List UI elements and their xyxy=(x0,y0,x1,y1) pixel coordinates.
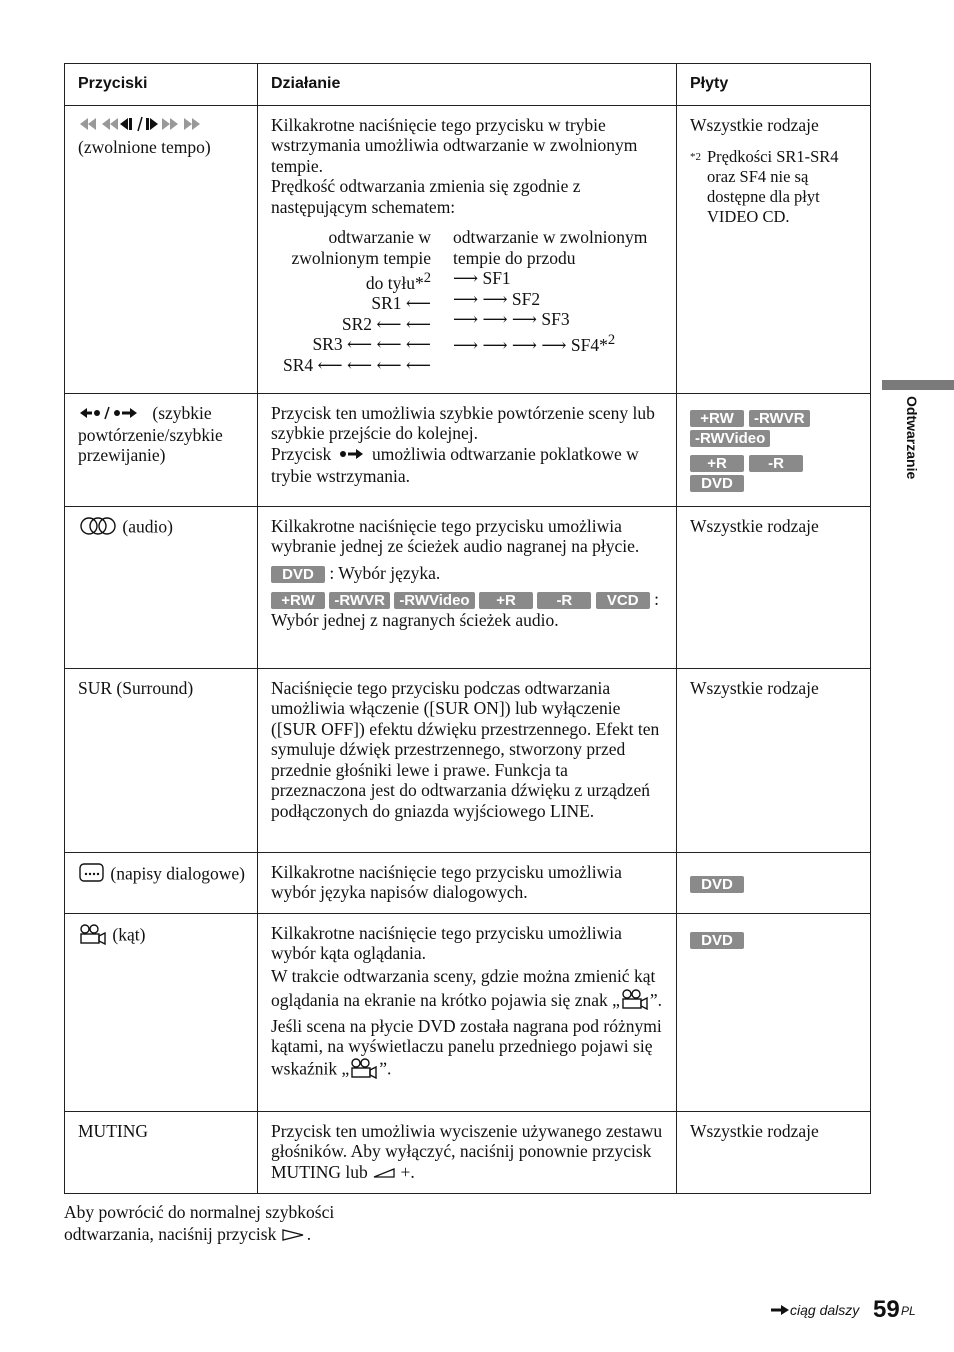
section-tab-label: Odtwarzanie xyxy=(904,396,920,480)
replay-advance-icon xyxy=(78,404,148,425)
button-cell xyxy=(65,1111,258,1193)
slow-motion-icon xyxy=(78,116,206,137)
back-2: SR2 ⟵ ⟵ xyxy=(341,313,431,334)
table-row xyxy=(65,852,871,913)
header-discs: Płyty xyxy=(677,64,871,106)
back-label: odtwarzanie w zwolnionym tempie do tyłu* xyxy=(291,227,431,293)
slow-desc-2: Prędkość odtwarzania zmienia się zgodnie z następującym schematem: xyxy=(271,176,581,217)
discs-all: Wszystkie rodzaje xyxy=(690,677,819,698)
audio-badges-text: Wybór jednej z nagranych ścieżek audio. xyxy=(271,609,559,630)
slow-motion-label: (zwolnione tempo) xyxy=(78,136,211,157)
table-row xyxy=(65,506,871,668)
angle-desc-1: Kilkakrotne naciśnięcie tego przycisku umożliwia wybór kąta oglądania. xyxy=(271,922,622,963)
action-cell xyxy=(258,668,677,852)
action-cell xyxy=(258,852,677,913)
badge-plus-r: +R xyxy=(690,455,744,472)
action-cell: Kilkakrotne naciśnięcie tego przycisku umożliwia wybór kąta oglądania. W trakcie odtwarzania sceny, gdzie można zmienić kąt oglądania na ekranie na krótko pojawia się znak „ ”. Jeśli scena na płycie DVD została nagrana pod różnymi kątami, na wyświetlaczu panelu przedniego pojawi się wskaźnik „ ”. xyxy=(258,913,677,1111)
fwd-2: ⟶ ⟶ SF2 xyxy=(453,288,541,309)
replay-desc-2b: umożliwia odtwarzanie poklatkowe w trybie wstrzymania. xyxy=(271,443,639,486)
action-cell xyxy=(258,105,677,393)
fwd-4: ⟶ ⟶ ⟶ ⟶ SF4* xyxy=(453,334,608,355)
discs-cell xyxy=(677,1111,871,1193)
badge-minus-rw-vr: -RWVR xyxy=(329,592,390,609)
fwd-3: ⟶ ⟶ ⟶ SF3 xyxy=(453,309,570,329)
badge-plus-r: +R xyxy=(479,592,533,609)
discs-cell xyxy=(677,913,871,1111)
footnote-text: Prędkości SR1-SR4 oraz SF4 nie są dostępne dla płyt VIDEO CD. xyxy=(707,147,839,226)
badge-dvd: DVD xyxy=(690,932,744,949)
speed-scheme: odtwarzanie w zwolnionym tempie do tyłu*$^2$ SR1 ⟵ SR2 ⟵ ⟵ SR3 ⟵ ⟵ ⟵ SR4 ⟵ ⟵ ⟵ ⟵ odtwarzanie w zwolnionym tempie do przodu ⟶ SF1 ⟶ ⟶ SF2 ⟶ ⟶ ⟶ SF3 ⟶ ⟶ ⟶ ⟶ SF4*$^2$ xyxy=(271,227,664,375)
bottom-note-line1: Aby powrócić do normalnej szybkości xyxy=(64,1202,335,1222)
badge-dvd: DVD xyxy=(690,876,744,893)
action-cell xyxy=(258,393,677,506)
table-row xyxy=(65,105,871,393)
discs-cell xyxy=(677,506,871,668)
back-4: SR4 ⟵ ⟵ ⟵ ⟵ xyxy=(282,354,431,375)
table-row xyxy=(65,1111,871,1193)
back-3: SR3 ⟵ ⟵ ⟵ xyxy=(312,334,431,355)
table-row xyxy=(65,668,871,852)
replay-desc-2a: Przycisk xyxy=(271,443,332,464)
discs-cell xyxy=(677,105,871,393)
button-cell xyxy=(65,668,258,852)
audio-badges-colon: : xyxy=(654,589,659,609)
replay-desc-1: Przycisk ten umożliwia szybkie powtórzenie sceny lub szybkie przejście do kolejnej. xyxy=(271,402,655,443)
audio-icon xyxy=(78,516,118,541)
back-1: SR1 ⟵ xyxy=(371,293,431,314)
button-cell xyxy=(65,105,258,393)
badge-vcd: VCD xyxy=(596,592,650,609)
audio-label: (audio) xyxy=(122,515,173,536)
volume-icon xyxy=(372,1163,396,1184)
angle-desc-2: W trakcie odtwarzania sceny, gdzie można zmienić kąt oglądania na ekranie na krótko pojawia się znak „ xyxy=(271,965,656,1010)
section-tab-bar xyxy=(882,380,954,390)
header-action: Działanie xyxy=(258,64,677,106)
badge-plus-rw: +RW xyxy=(690,410,744,427)
discs-all: Wszystkie rodzaje xyxy=(690,515,819,536)
badge-dvd: DVD xyxy=(690,475,744,492)
angle-label: (kąt) xyxy=(112,923,146,944)
continued-note xyxy=(770,1302,859,1319)
audio-dvd-text: : Wybór języka. xyxy=(329,562,441,583)
fwd-label: odtwarzanie w zwolnionym tempie do przodu xyxy=(453,227,648,268)
footnote-mark: *2 xyxy=(690,151,701,163)
function-table xyxy=(64,63,871,1194)
button-cell xyxy=(65,393,258,506)
muting-label: MUTING xyxy=(78,1120,148,1141)
audio-desc-1: Kilkakrotne naciśnięcie tego przycisku umożliwia wybranie jednej ze ścieżek audio nagranej na płycie. xyxy=(271,515,640,556)
button-cell xyxy=(65,506,258,668)
fwd-1: ⟶ SF1 xyxy=(453,268,511,288)
button-cell xyxy=(65,852,258,913)
angle-icon xyxy=(78,923,108,950)
table-row xyxy=(65,393,871,506)
surround-label: SUR (Surround) xyxy=(78,677,194,698)
badge-minus-rw-video: -RWVideo xyxy=(690,430,770,447)
muting-desc: Przycisk ten umożliwia wyciszenie używanego zestawu głośników. Aby wyłączyć, naciśnij ponownie przycisk MUTING lub xyxy=(271,1120,663,1182)
subtitle-desc: Kilkakrotne naciśnięcie tego przycisku umożliwia wybór języka napisów dialogowych. xyxy=(271,861,622,902)
replay-advance-label: (szybkie powtórzenie/szybkie przewijanie) xyxy=(78,402,223,466)
discs-cell xyxy=(677,852,871,913)
table-row xyxy=(65,913,871,1111)
continue-text: ciąg dalszy xyxy=(790,1302,860,1318)
discs-cell xyxy=(677,668,871,852)
header-buttons: Przyciski xyxy=(65,64,258,106)
surround-desc: Naciśnięcie tego przycisku podczas odtwarzania umożliwia włączenie ([SUR ON]) lub wyłączenie ([SUR OFF]) efektu dźwięku przestrzennego. Efekt ten symuluje dźwięk przestrzennego, stworzony przed przednie głośniki lewe i prawe. Funkcja ta przeznaczona jest do odtwarzania dźwięku z urządzeń podłączonych do gniazda wyjściowego LINE. xyxy=(271,677,660,821)
discs-all: Wszystkie rodzaje xyxy=(690,114,819,135)
badge-minus-r: -R xyxy=(749,455,803,472)
button-cell xyxy=(65,913,258,1111)
page-lang: PL xyxy=(901,1304,916,1318)
bottom-note-line2: odtwarzania, naciśnij przycisk xyxy=(64,1224,277,1244)
bottom-note: Aby powrócić do normalnej szybkości odtwarzania, naciśnij przycisk . xyxy=(64,1201,334,1247)
action-cell xyxy=(258,506,677,668)
angle-desc-3: Jeśli scena na płycie DVD została nagrana pod różnymi kątami, na wyświetlaczu panelu przedniego pojawi się wskaźnik „ xyxy=(271,1015,662,1078)
discs-all: Wszystkie rodzaje xyxy=(690,1120,819,1141)
subtitle-label: (napisy dialogowe) xyxy=(110,862,245,883)
angle-indicator-icon xyxy=(349,1057,379,1084)
badge-dvd: DVD xyxy=(271,566,325,583)
slow-desc-1: Kilkakrotne naciśnięcie tego przycisku w trybie wstrzymania umożliwia odtwarzanie w zwolnionym tempie. xyxy=(271,114,638,176)
advance-icon xyxy=(336,445,368,466)
discs-cell xyxy=(677,393,871,506)
subtitle-icon xyxy=(78,862,106,889)
footnote xyxy=(690,147,858,227)
page-number: 59 xyxy=(873,1296,900,1323)
angle-mark-icon xyxy=(620,988,650,1016)
badge-minus-r: -R xyxy=(537,592,591,609)
badge-plus-rw: +RW xyxy=(271,592,325,609)
continue-arrow-icon xyxy=(770,1303,790,1319)
badge-minus-rw-vr: -RWVR xyxy=(749,410,810,427)
action-cell: Przycisk ten umożliwia wyciszenie używanego zestawu głośników. Aby wyłączyć, naciśnij ponownie przycisk MUTING lub +. xyxy=(258,1111,677,1193)
play-icon xyxy=(281,1225,307,1247)
badge-minus-rw-video: -RWVideo xyxy=(394,592,474,609)
table-header-row xyxy=(65,64,871,106)
